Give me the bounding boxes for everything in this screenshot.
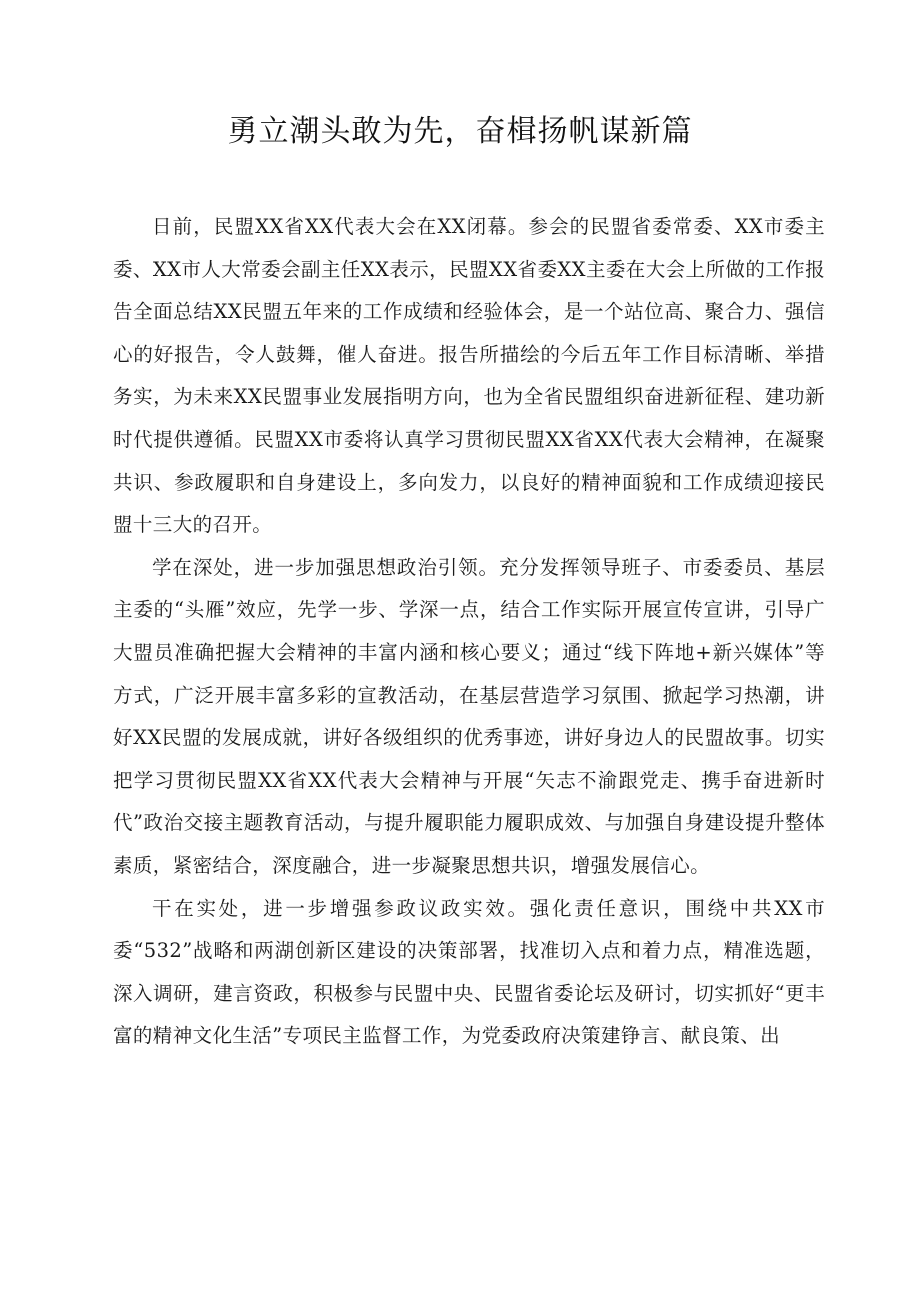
- paragraph-study: 学在深处，进一步加强思想政治引领。充分发挥领导班子、市委委员、基层主委的“头雁”效应，先学一步、学深一点，结合工作实际开展宣传宣讲，引导广大盟员准确把握大会精神的丰富内涵和核心要义；通过“线下阵地+新兴媒体”等方式，广泛开展丰富多彩的宣教活动，在基层营造学习氛围、掀起学习热潮，讲好XX民盟的发展成就，讲好各级组织的优秀事迹，讲好身边人的民盟故事。切实把学习贯彻民盟XX省XX代表大会精神与开展“矢志不渝跟党走、携手奋进新时代”政治交接主题教育活动，与提升履职能力履职成效、与加强自身建设提升整体素质，紧密结合，深度融合，进一步凝聚思想共识，增强发展信心。: [113, 555, 825, 877]
- document-title: 勇立潮头敢为先，奋楫扬帆谋新篇: [227, 114, 693, 149]
- document-body: [113, 206, 825, 1058]
- paragraph-practice: 干在实处，进一步增强参政议政实效。强化责任意识，围绕中共XX市委“532”战略和两湖创新区建设的决策部署，找准切入点和着力点，精准选题，深入调研，建言资政，积极参与民盟中央、民盟省委论坛及研讨，切实抓好“更丰富的精神文化生活”专项民主监督工作，为党委政府决策建铮言、献良策、出: [113, 896, 825, 1048]
- paragraph-intro: 日前，民盟XX省XX代表大会在XX闭幕。参会的民盟省委常委、XX市委主委、XX市人大常委会副主任XX表示，民盟XX省委XX主委在大会上所做的工作报告全面总结XX民盟五年来的工作成绩和经验体会，是一个站位高、聚合力、强信心的好报告，令人鼓舞，催人奋进。报告所描绘的今后五年工作目标清晰、举措务实，为未来XX民盟事业发展指明方向，也为全省民盟组织奋进新征程、建功新时代提供遵循。民盟XX市委将认真学习贯彻民盟XX省XX代表大会精神，在凝聚共识、参政履职和自身建设上，多向发力，以良好的精神面貌和工作成绩迎接民盟十三大的召开。: [113, 215, 825, 537]
